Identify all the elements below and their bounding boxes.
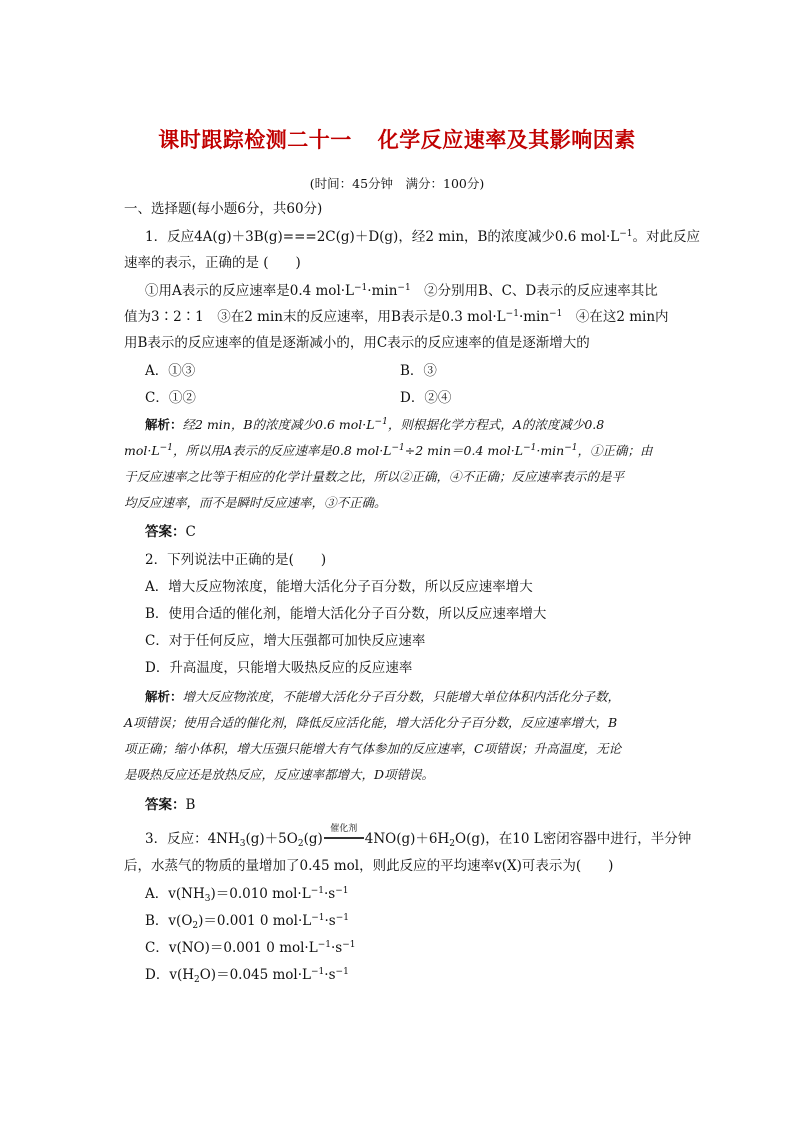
q1-solution-line-1: 解析：经2 min，B的浓度减少0.6 $mol\cdot L^{-1}$，则根据化学方程式，A的浓度减少0.8 (145, 417, 605, 432)
q2-solution-line-4: 是吸热反应还是放热反应，反应速率都增大，D项错误。 (124, 767, 435, 782)
q1-options-row-2 (145, 389, 684, 407)
q3-stem-line-2: 后，水蒸气的物质的量增加了0.45 mol，则此反应的平均速率v(X)可表示为( ) (124, 858, 614, 874)
title-part-2: 化学反应速率及其影响因素 (377, 128, 636, 152)
q1-stem-line-1: 1．反应4A(g)＋3B(g)===2C(g)＋D(g)，经2 min，B的浓度减少0.6 $mol\cdot L^{-1}$。对此反应 (145, 229, 700, 245)
q1-option-a: A．①③ (145, 363, 196, 379)
q1-solution-line-4: 均反应速率，而不是瞬时反应速率，③不正确。 (124, 495, 387, 510)
q1-solution-line-3: 于反应速率之比等于相应的化学计量数之比，所以②正确，④不正确；反应速率表示的是平 (124, 469, 625, 484)
q1-stem-line-3: ①用A表示的反应速率是0.4 $mol\cdot L^{-1}\cdot\min^{-1}$ ②分别用B、C、D表示的反应速率其比 (145, 283, 658, 299)
q2-option-c: C．对于任何反应，增大压强都可加快反应速率 (145, 633, 426, 649)
page-title (0, 124, 794, 154)
q1-option-c: C．①② (145, 390, 196, 406)
q1-stem-line-4: 值为3∶2∶1 ③在2 min末的反应速率，用B表示是0.3 $mol\cdot L^{-1}\cdot\min^{-1}$ ④在这2 min内 (124, 309, 669, 325)
catalyst-label: 催化剂 (330, 824, 358, 834)
q1-option-d: D．②④ (400, 390, 452, 406)
time-score-info: (时间：45分钟 满分：100分) (309, 176, 485, 191)
q2-option-b: B．使用合适的催化剂，能增大活化分子百分数，所以反应速率增大 (145, 606, 547, 622)
q2-solution-line-2: A项错误；使用合适的催化剂，降低反应活化能，增大活化分子百分数，反应速率增大，B (124, 715, 618, 730)
q2-answer: 答案：B (145, 797, 196, 813)
q1-option-b: B．③ (400, 363, 437, 379)
q3-stem-line-1: 3．反应：$4NH_3(g)+5O_2(g)$ 催化剂 $4NO(g)+6H_2O(g)$，在10 L密闭容器中进行，半分钟 (145, 830, 684, 848)
q1-options-row-1 (145, 362, 684, 380)
q2-option-d: D．升高温度，只能增大吸热反应的反应速率 (145, 660, 413, 676)
q3-option-b: B．$v(O_2)=0.001$ 0 $mol\cdot L^{-1}\cdot s^{-1}$ (145, 913, 350, 931)
section-heading: 一、选择题(每小题6分，共60分) (124, 201, 323, 217)
q1-answer: 答案：C (145, 524, 196, 540)
q1-stem-line-2: 速率的表示，正确的是 ( ) (124, 255, 301, 271)
reaction-arrow (323, 824, 365, 848)
q3-option-a: A．$v(NH_3)=0.010$ $mol\cdot L^{-1}\cdot s^{-1}$ (145, 886, 349, 904)
q2-solution-line-1: 解析：增大反应物浓度，不能增大活化分子百分数，只能增大单位体积内活化分子数， (145, 689, 621, 704)
q1-stem-line-5: 用B表示的反应速率的值是逐渐减小的，用C表示的反应速率的值是逐渐增大的 (124, 335, 590, 351)
title-part-1: 课时跟踪检测二十一 (158, 128, 352, 152)
q3-option-c: C．v(NO)＝0.001 0 $mol\cdot L^{-1}\cdot s^{-1}$ (145, 940, 356, 956)
q3-option-d: D．$v(H_2O)=0.045$ $mol\cdot L^{-1}\cdot s^{-1}$ (145, 967, 349, 985)
q2-stem: 2．下列说法中正确的是( ) (145, 552, 327, 568)
q1-solution-line-2: $mol\cdot L^{-1}$，所以用A表示的反应速率是0.8 $mol\cdot L^{-1}\div 2$ min＝0.4 $mol\cdot L^{-1}\cdot\min^{-1}$，①正确；由 (124, 443, 653, 458)
q2-solution-line-3: 项正确；缩小体积，增大压强只能增大有气体参加的反应速率，C项错误；升高温度，无论 (124, 741, 622, 756)
q2-option-a: A．增大反应物浓度，能增大活化分子百分数，所以反应速率增大 (145, 579, 533, 595)
